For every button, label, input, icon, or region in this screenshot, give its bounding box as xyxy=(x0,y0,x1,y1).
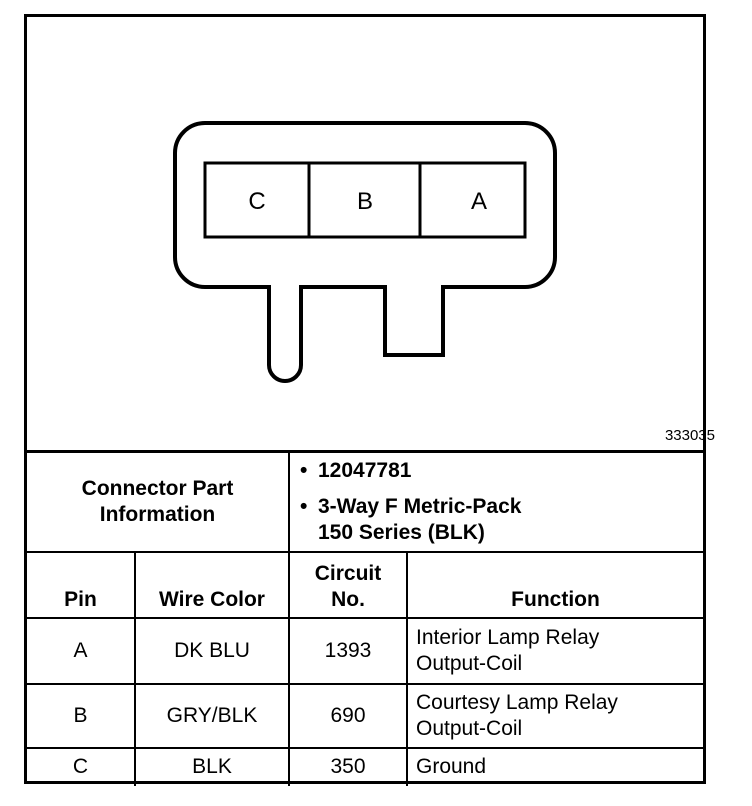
function-cell xyxy=(407,618,703,684)
pin-label-c: C xyxy=(248,188,266,215)
function-line1: Ground xyxy=(416,755,487,778)
key-tab xyxy=(385,285,443,355)
wire-color-cell: BLK xyxy=(135,748,289,786)
connector-part-label xyxy=(27,452,289,552)
header-function: Function xyxy=(407,552,703,618)
pin-cell: B xyxy=(27,684,135,748)
function-line2: Output-Coil xyxy=(416,651,523,675)
table-header-row xyxy=(27,552,703,618)
latch-tab xyxy=(269,285,301,381)
table-row xyxy=(27,748,703,786)
diagram-id: 333035 xyxy=(664,427,715,444)
function-line1: Courtesy Lamp Relay xyxy=(416,690,618,714)
connector-part-label-line2: Information xyxy=(99,502,216,526)
connector-part-label-line1: Connector Part xyxy=(81,476,234,500)
wire-color-cell: GRY/BLK xyxy=(135,684,289,748)
pin-cell: A xyxy=(27,618,135,684)
table-row xyxy=(27,618,703,684)
connector-part-details xyxy=(289,452,703,552)
header-wire-color: Wire Color xyxy=(135,552,289,618)
function-cell xyxy=(407,684,703,748)
table-row xyxy=(27,684,703,748)
header-pin: Pin xyxy=(27,552,135,618)
function-line1: Interior Lamp Relay xyxy=(416,625,600,649)
connector-info-row xyxy=(27,452,703,552)
connector-info-frame xyxy=(24,14,715,784)
function-cell xyxy=(407,748,703,786)
circuit-cell: 690 xyxy=(289,684,407,748)
wire-color-cell: DK BLU xyxy=(135,618,289,684)
header-circuit xyxy=(289,552,407,618)
pin-label-a: A xyxy=(470,188,488,215)
connector-table xyxy=(27,450,703,786)
connector-description-line1: • 3-Way F Metric-Pack xyxy=(318,494,695,520)
header-circuit-line1: Circuit xyxy=(314,561,382,585)
pin-label-b: B xyxy=(356,188,374,215)
connector-description-line2: 150 Series (BLK) xyxy=(318,520,485,544)
part-number: • 12047781 xyxy=(318,458,695,484)
header-circuit-line2: No. xyxy=(331,587,365,611)
function-line2: Output-Coil xyxy=(416,716,523,740)
circuit-cell: 1393 xyxy=(289,618,407,684)
connector-diagram xyxy=(27,17,703,450)
pin-cell: C xyxy=(27,748,135,786)
circuit-cell: 350 xyxy=(289,748,407,786)
